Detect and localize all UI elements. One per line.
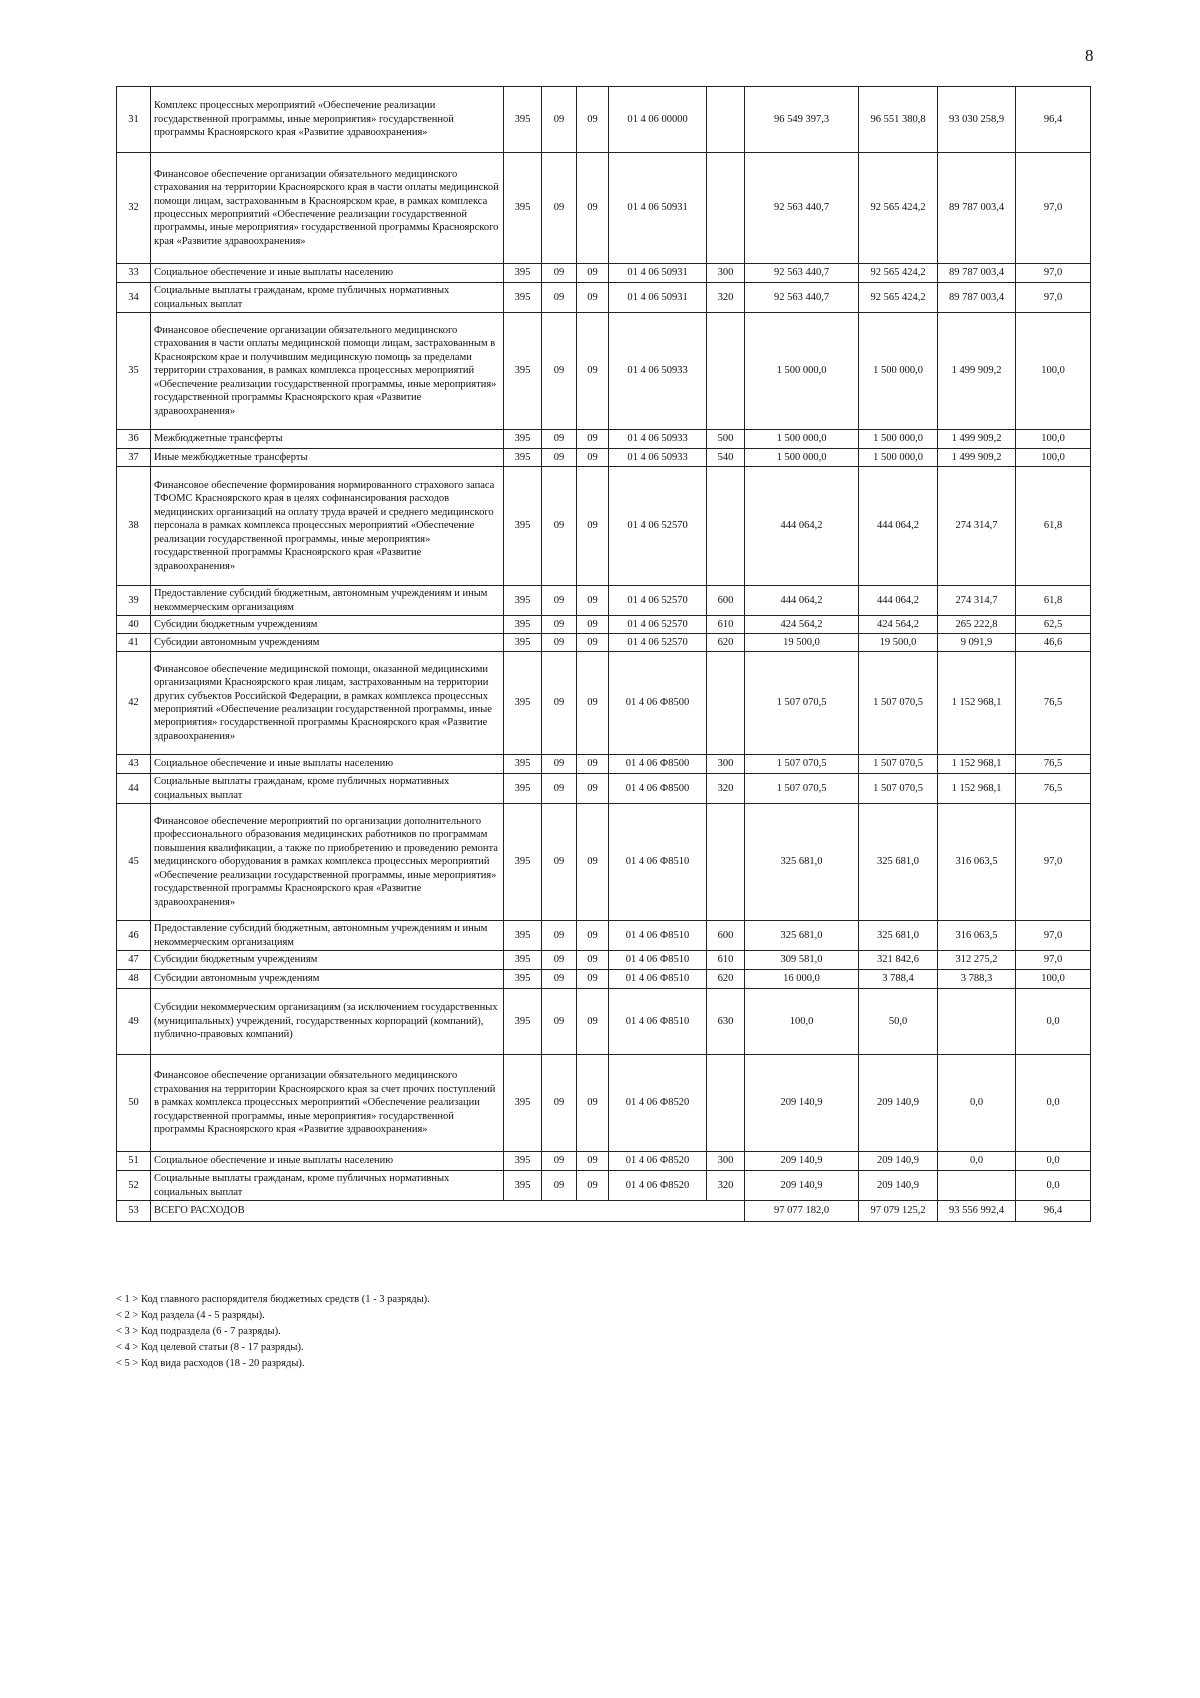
expense-name: Иные межбюджетные трансферты [151, 449, 504, 467]
executed-amount: 9 091,9 [938, 634, 1016, 652]
executed-amount: 316 063,5 [938, 921, 1016, 951]
code-target: 01 4 06 Ф8510 [609, 921, 707, 951]
total-revised: 97 079 125,2 [859, 1201, 938, 1222]
code-target: 01 4 06 Ф8500 [609, 755, 707, 774]
code-subsection: 09 [577, 1055, 609, 1152]
row-number: 35 [117, 313, 151, 430]
revised-amount: 92 565 424,2 [859, 153, 938, 264]
code-section: 09 [542, 264, 577, 283]
code-subsection: 09 [577, 449, 609, 467]
table-row [117, 449, 1091, 467]
code-target: 01 4 06 Ф8510 [609, 804, 707, 921]
code-subsection: 09 [577, 313, 609, 430]
revised-amount: 209 140,9 [859, 1171, 938, 1201]
executed-amount: 1 499 909,2 [938, 430, 1016, 449]
planned-amount: 325 681,0 [745, 921, 859, 951]
row-number: 47 [117, 951, 151, 970]
code-target: 01 4 06 52570 [609, 586, 707, 616]
row-number: 42 [117, 652, 151, 755]
code-target: 01 4 06 50933 [609, 313, 707, 430]
code-target: 01 4 06 00000 [609, 87, 707, 153]
execution-percent: 100,0 [1016, 970, 1091, 989]
code-section: 09 [542, 283, 577, 313]
code-target: 01 4 06 Ф8500 [609, 652, 707, 755]
execution-percent: 76,5 [1016, 755, 1091, 774]
code-subsection: 09 [577, 467, 609, 586]
expense-name: Субсидии некоммерческим организациям (за исключением государственных (муниципальных) учреждений, государственных корпораций (компаний), публично-правовых компаний) [151, 989, 504, 1055]
planned-amount: 19 500,0 [745, 634, 859, 652]
code-subsection: 09 [577, 652, 609, 755]
code-expense-type: 540 [707, 449, 745, 467]
code-gov: 395 [504, 586, 542, 616]
expense-name: Субсидии бюджетным учреждениям [151, 951, 504, 970]
code-gov: 395 [504, 430, 542, 449]
code-subsection: 09 [577, 989, 609, 1055]
row-number: 31 [117, 87, 151, 153]
revised-amount: 321 842,6 [859, 951, 938, 970]
code-subsection: 09 [577, 755, 609, 774]
planned-amount: 209 140,9 [745, 1152, 859, 1171]
table-row [117, 804, 1091, 921]
code-section: 09 [542, 774, 577, 804]
code-gov: 395 [504, 1055, 542, 1152]
footnotes [116, 1292, 430, 1372]
table-row [117, 616, 1091, 634]
planned-amount: 424 564,2 [745, 616, 859, 634]
code-expense-type: 620 [707, 634, 745, 652]
code-section: 09 [542, 989, 577, 1055]
executed-amount: 316 063,5 [938, 804, 1016, 921]
executed-amount: 1 152 968,1 [938, 755, 1016, 774]
table-row [117, 153, 1091, 264]
executed-amount: 312 275,2 [938, 951, 1016, 970]
execution-percent: 100,0 [1016, 313, 1091, 430]
expense-name: Социальные выплаты гражданам, кроме публичных нормативных социальных выплат [151, 774, 504, 804]
code-subsection: 09 [577, 804, 609, 921]
code-subsection: 09 [577, 153, 609, 264]
planned-amount: 1 500 000,0 [745, 449, 859, 467]
expense-name: Субсидии автономным учреждениям [151, 634, 504, 652]
code-target: 01 4 06 Ф8520 [609, 1171, 707, 1201]
planned-amount: 96 549 397,3 [745, 87, 859, 153]
table-row [117, 970, 1091, 989]
execution-percent: 97,0 [1016, 153, 1091, 264]
code-subsection: 09 [577, 616, 609, 634]
code-target: 01 4 06 Ф8510 [609, 951, 707, 970]
code-expense-type: 630 [707, 989, 745, 1055]
row-number: 38 [117, 467, 151, 586]
execution-percent: 100,0 [1016, 430, 1091, 449]
row-number: 40 [117, 616, 151, 634]
expense-name: Финансовое обеспечение организации обязательного медицинского страхования на территории Красноярского края в части оплаты медицинской помощи лицам, застрахованным в Красноярском крае, в рамках комплекса процессных мероприятий «Обеспечение реализации государственной программы, иные мероприятия» государственной программы Красноярского края «Развитие здравоохранения» [151, 153, 504, 264]
revised-amount: 325 681,0 [859, 804, 938, 921]
execution-percent: 100,0 [1016, 449, 1091, 467]
code-gov: 395 [504, 1152, 542, 1171]
footnote: < 3 > Код подраздела (6 - 7 разряды). [116, 1326, 281, 1337]
execution-percent: 46,6 [1016, 634, 1091, 652]
code-expense-type [707, 652, 745, 755]
execution-percent: 97,0 [1016, 804, 1091, 921]
planned-amount: 444 064,2 [745, 586, 859, 616]
table-row [117, 87, 1091, 153]
code-expense-type: 600 [707, 586, 745, 616]
expense-name: Финансовое обеспечение медицинской помощи, оказанной медицинскими организациями Красноярского края лицам, застрахованным на территории других субъектов Российской Федерации, в рамках комплекса процессных мероприятий «Обеспечение реализации государственной программы, иные мероприятия» государственной программы Красноярского края «Развитие здравоохранения» [151, 652, 504, 755]
code-expense-type: 300 [707, 755, 745, 774]
code-expense-type: 320 [707, 283, 745, 313]
table-row [117, 467, 1091, 586]
expense-name: Финансовое обеспечение организации обязательного медицинского страхования в части оплаты медицинской помощи лицам, застрахованным в Красноярском крае и получившим медицинскую помощь за пределами территории страхования, в рамках комплекса процессных мероприятий «Обеспечение реализации государственной программы, иные мероприятия» государственной программы Красноярского края «Развитие здравоохранения» [151, 313, 504, 430]
revised-amount: 92 565 424,2 [859, 264, 938, 283]
total-executed: 93 556 992,4 [938, 1201, 1016, 1222]
executed-amount [938, 1171, 1016, 1201]
row-number: 39 [117, 586, 151, 616]
code-gov: 395 [504, 467, 542, 586]
expense-name: Межбюджетные трансферты [151, 430, 504, 449]
table-row [117, 989, 1091, 1055]
execution-percent: 0,0 [1016, 989, 1091, 1055]
row-number: 33 [117, 264, 151, 283]
code-target: 01 4 06 50933 [609, 430, 707, 449]
table-row [117, 264, 1091, 283]
revised-amount: 1 507 070,5 [859, 652, 938, 755]
code-subsection: 09 [577, 1152, 609, 1171]
page-number: 8 [1085, 46, 1094, 65]
code-target: 01 4 06 50933 [609, 449, 707, 467]
code-subsection: 09 [577, 430, 609, 449]
code-target: 01 4 06 52570 [609, 634, 707, 652]
table-row [117, 652, 1091, 755]
code-gov: 395 [504, 616, 542, 634]
expense-name: Субсидии автономным учреждениям [151, 970, 504, 989]
revised-amount: 1 507 070,5 [859, 755, 938, 774]
code-gov: 395 [504, 755, 542, 774]
planned-amount: 1 507 070,5 [745, 755, 859, 774]
planned-amount: 209 140,9 [745, 1055, 859, 1152]
row-number: 43 [117, 755, 151, 774]
execution-percent: 0,0 [1016, 1152, 1091, 1171]
row-number: 45 [117, 804, 151, 921]
executed-amount: 1 152 968,1 [938, 774, 1016, 804]
table-row [117, 755, 1091, 774]
execution-percent: 96,4 [1016, 87, 1091, 153]
executed-amount: 3 788,3 [938, 970, 1016, 989]
code-gov: 395 [504, 449, 542, 467]
executed-amount: 274 314,7 [938, 586, 1016, 616]
table-row [117, 1171, 1091, 1201]
revised-amount: 444 064,2 [859, 586, 938, 616]
expense-name: Финансовое обеспечение организации обязательного медицинского страхования на территории Красноярского края за счет прочих поступлений в рамках комплекса процессных мероприятий «Обеспечение реализации государственной программы, иные мероприятия» государственной программы Красноярского края «Развитие здравоохранения» [151, 1055, 504, 1152]
code-target: 01 4 06 Ф8520 [609, 1055, 707, 1152]
code-subsection: 09 [577, 634, 609, 652]
code-gov: 395 [504, 313, 542, 430]
code-section: 09 [542, 970, 577, 989]
row-number: 52 [117, 1171, 151, 1201]
executed-amount: 89 787 003,4 [938, 153, 1016, 264]
code-expense-type: 610 [707, 616, 745, 634]
planned-amount: 444 064,2 [745, 467, 859, 586]
execution-percent: 97,0 [1016, 921, 1091, 951]
table-row [117, 283, 1091, 313]
executed-amount: 0,0 [938, 1055, 1016, 1152]
code-section: 09 [542, 1152, 577, 1171]
executed-amount: 93 030 258,9 [938, 87, 1016, 153]
table-row [117, 430, 1091, 449]
total-label: ВСЕГО РАСХОДОВ [151, 1201, 745, 1222]
executed-amount: 89 787 003,4 [938, 264, 1016, 283]
code-expense-type: 300 [707, 264, 745, 283]
expense-name: Комплекс процессных мероприятий «Обеспечение реализации государственной программы, иные мероприятия» государственной программы Красноярского края «Развитие здравоохранения» [151, 87, 504, 153]
executed-amount: 89 787 003,4 [938, 283, 1016, 313]
code-subsection: 09 [577, 87, 609, 153]
table-row [117, 634, 1091, 652]
code-section: 09 [542, 921, 577, 951]
row-number: 37 [117, 449, 151, 467]
code-subsection: 09 [577, 921, 609, 951]
execution-percent: 0,0 [1016, 1171, 1091, 1201]
planned-amount: 16 000,0 [745, 970, 859, 989]
total-planned: 97 077 182,0 [745, 1201, 859, 1222]
code-section: 09 [542, 616, 577, 634]
code-section: 09 [542, 951, 577, 970]
row-number: 51 [117, 1152, 151, 1171]
code-gov: 395 [504, 634, 542, 652]
table-row [117, 774, 1091, 804]
expense-name: Предоставление субсидий бюджетным, автономным учреждениям и иным некоммерческим организациям [151, 921, 504, 951]
row-number: 36 [117, 430, 151, 449]
planned-amount: 100,0 [745, 989, 859, 1055]
planned-amount: 1 507 070,5 [745, 652, 859, 755]
revised-amount: 92 565 424,2 [859, 283, 938, 313]
row-number: 49 [117, 989, 151, 1055]
code-target: 01 4 06 Ф8510 [609, 989, 707, 1055]
code-expense-type [707, 153, 745, 264]
code-expense-type: 320 [707, 1171, 745, 1201]
code-subsection: 09 [577, 951, 609, 970]
code-gov: 395 [504, 153, 542, 264]
revised-amount: 444 064,2 [859, 467, 938, 586]
code-section: 09 [542, 313, 577, 430]
code-expense-type: 320 [707, 774, 745, 804]
code-gov: 395 [504, 970, 542, 989]
code-expense-type: 610 [707, 951, 745, 970]
revised-amount: 1 500 000,0 [859, 313, 938, 430]
executed-amount [938, 989, 1016, 1055]
code-target: 01 4 06 50931 [609, 264, 707, 283]
code-gov: 395 [504, 283, 542, 313]
code-subsection: 09 [577, 774, 609, 804]
planned-amount: 1 507 070,5 [745, 774, 859, 804]
expense-name: Социальное обеспечение и иные выплаты населению [151, 755, 504, 774]
revised-amount: 3 788,4 [859, 970, 938, 989]
executed-amount: 1 499 909,2 [938, 449, 1016, 467]
execution-percent: 97,0 [1016, 951, 1091, 970]
planned-amount: 92 563 440,7 [745, 283, 859, 313]
total-percent: 96,4 [1016, 1201, 1091, 1222]
code-target: 01 4 06 52570 [609, 616, 707, 634]
code-target: 01 4 06 Ф8500 [609, 774, 707, 804]
expense-name: Социальные выплаты гражданам, кроме публичных нормативных социальных выплат [151, 283, 504, 313]
code-gov: 395 [504, 87, 542, 153]
expense-name: Финансовое обеспечение формирования нормированного страхового запаса ТФОМС Красноярского края в целях софинансирования расходов медицинских организаций на оплату труда врачей и среднего медицинского персонала в рамках комплекса процессных мероприятий «Обеспечение реализации государственной программы, иные мероприятия» государственной программы Красноярского края «Развитие здравоохранения» [151, 467, 504, 586]
row-number: 32 [117, 153, 151, 264]
code-section: 09 [542, 153, 577, 264]
code-section: 09 [542, 652, 577, 755]
revised-amount: 209 140,9 [859, 1152, 938, 1171]
revised-amount: 1 507 070,5 [859, 774, 938, 804]
expense-name: Субсидии бюджетным учреждениям [151, 616, 504, 634]
executed-amount: 1 152 968,1 [938, 652, 1016, 755]
expense-name: Социальные выплаты гражданам, кроме публичных нормативных социальных выплат [151, 1171, 504, 1201]
execution-percent: 76,5 [1016, 774, 1091, 804]
code-subsection: 09 [577, 586, 609, 616]
code-gov: 395 [504, 264, 542, 283]
revised-amount: 19 500,0 [859, 634, 938, 652]
code-expense-type: 300 [707, 1152, 745, 1171]
planned-amount: 1 500 000,0 [745, 430, 859, 449]
execution-percent: 0,0 [1016, 1055, 1091, 1152]
code-subsection: 09 [577, 264, 609, 283]
footnote: < 4 > Код целевой статьи (8 - 17 разряды). [116, 1342, 304, 1353]
code-target: 01 4 06 Ф8520 [609, 1152, 707, 1171]
footnote: < 2 > Код раздела (4 - 5 разряды). [116, 1310, 265, 1321]
code-gov: 395 [504, 804, 542, 921]
table-row [117, 951, 1091, 970]
execution-percent: 76,5 [1016, 652, 1091, 755]
code-section: 09 [542, 634, 577, 652]
code-section: 09 [542, 87, 577, 153]
code-section: 09 [542, 755, 577, 774]
code-gov: 395 [504, 921, 542, 951]
code-section: 09 [542, 586, 577, 616]
revised-amount: 209 140,9 [859, 1055, 938, 1152]
code-gov: 395 [504, 951, 542, 970]
code-gov: 395 [504, 652, 542, 755]
table-row [117, 1055, 1091, 1152]
execution-percent: 97,0 [1016, 264, 1091, 283]
code-gov: 395 [504, 1171, 542, 1201]
expense-name: Предоставление субсидий бюджетным, автономным учреждениям и иным некоммерческим организациям [151, 586, 504, 616]
row-number: 46 [117, 921, 151, 951]
row-number: 53 [117, 1201, 151, 1222]
code-target: 01 4 06 Ф8510 [609, 970, 707, 989]
code-subsection: 09 [577, 1171, 609, 1201]
planned-amount: 309 581,0 [745, 951, 859, 970]
table-row [117, 1152, 1091, 1171]
code-section: 09 [542, 804, 577, 921]
executed-amount: 0,0 [938, 1152, 1016, 1171]
planned-amount: 325 681,0 [745, 804, 859, 921]
code-expense-type [707, 804, 745, 921]
execution-percent: 61,8 [1016, 467, 1091, 586]
code-section: 09 [542, 1055, 577, 1152]
code-section: 09 [542, 449, 577, 467]
expense-name: Социальное обеспечение и иные выплаты населению [151, 1152, 504, 1171]
total-row [117, 1201, 1091, 1222]
budget-table-body [117, 87, 1091, 1222]
code-subsection: 09 [577, 970, 609, 989]
planned-amount: 209 140,9 [745, 1171, 859, 1201]
revised-amount: 96 551 380,8 [859, 87, 938, 153]
executed-amount: 265 222,8 [938, 616, 1016, 634]
planned-amount: 1 500 000,0 [745, 313, 859, 430]
code-gov: 395 [504, 774, 542, 804]
budget-table [116, 86, 1091, 1222]
revised-amount: 50,0 [859, 989, 938, 1055]
table-row [117, 586, 1091, 616]
execution-percent: 97,0 [1016, 283, 1091, 313]
planned-amount: 92 563 440,7 [745, 264, 859, 283]
code-expense-type [707, 1055, 745, 1152]
row-number: 41 [117, 634, 151, 652]
table-row [117, 313, 1091, 430]
code-target: 01 4 06 50931 [609, 283, 707, 313]
row-number: 34 [117, 283, 151, 313]
execution-percent: 61,8 [1016, 586, 1091, 616]
executed-amount: 274 314,7 [938, 467, 1016, 586]
code-expense-type: 620 [707, 970, 745, 989]
table-row [117, 921, 1091, 951]
row-number: 44 [117, 774, 151, 804]
footnote: < 5 > Код вида расходов (18 - 20 разряды). [116, 1358, 305, 1369]
planned-amount: 92 563 440,7 [745, 153, 859, 264]
code-expense-type [707, 313, 745, 430]
code-target: 01 4 06 50931 [609, 153, 707, 264]
row-number: 50 [117, 1055, 151, 1152]
expense-name: Финансовое обеспечение мероприятий по организации дополнительного профессионального образования медицинских работников по программам повышения квалификации, а также по приобретению и проведению ремонта медицинского оборудования в рамках комплекса процессных мероприятий «Обеспечение реализации государственной программы, иные мероприятия» государственной программы Красноярского края «Развитие здравоохранения» [151, 804, 504, 921]
code-subsection: 09 [577, 283, 609, 313]
code-gov: 395 [504, 989, 542, 1055]
revised-amount: 1 500 000,0 [859, 449, 938, 467]
code-expense-type [707, 87, 745, 153]
execution-percent: 62,5 [1016, 616, 1091, 634]
code-section: 09 [542, 430, 577, 449]
code-section: 09 [542, 1171, 577, 1201]
revised-amount: 424 564,2 [859, 616, 938, 634]
code-expense-type: 500 [707, 430, 745, 449]
code-section: 09 [542, 467, 577, 586]
footnote: < 1 > Код главного распорядителя бюджетных средств (1 - 3 разряды). [116, 1294, 430, 1305]
executed-amount: 1 499 909,2 [938, 313, 1016, 430]
code-expense-type: 600 [707, 921, 745, 951]
code-expense-type [707, 467, 745, 586]
revised-amount: 325 681,0 [859, 921, 938, 951]
code-target: 01 4 06 52570 [609, 467, 707, 586]
revised-amount: 1 500 000,0 [859, 430, 938, 449]
expense-name: Социальное обеспечение и иные выплаты населению [151, 264, 504, 283]
row-number: 48 [117, 970, 151, 989]
